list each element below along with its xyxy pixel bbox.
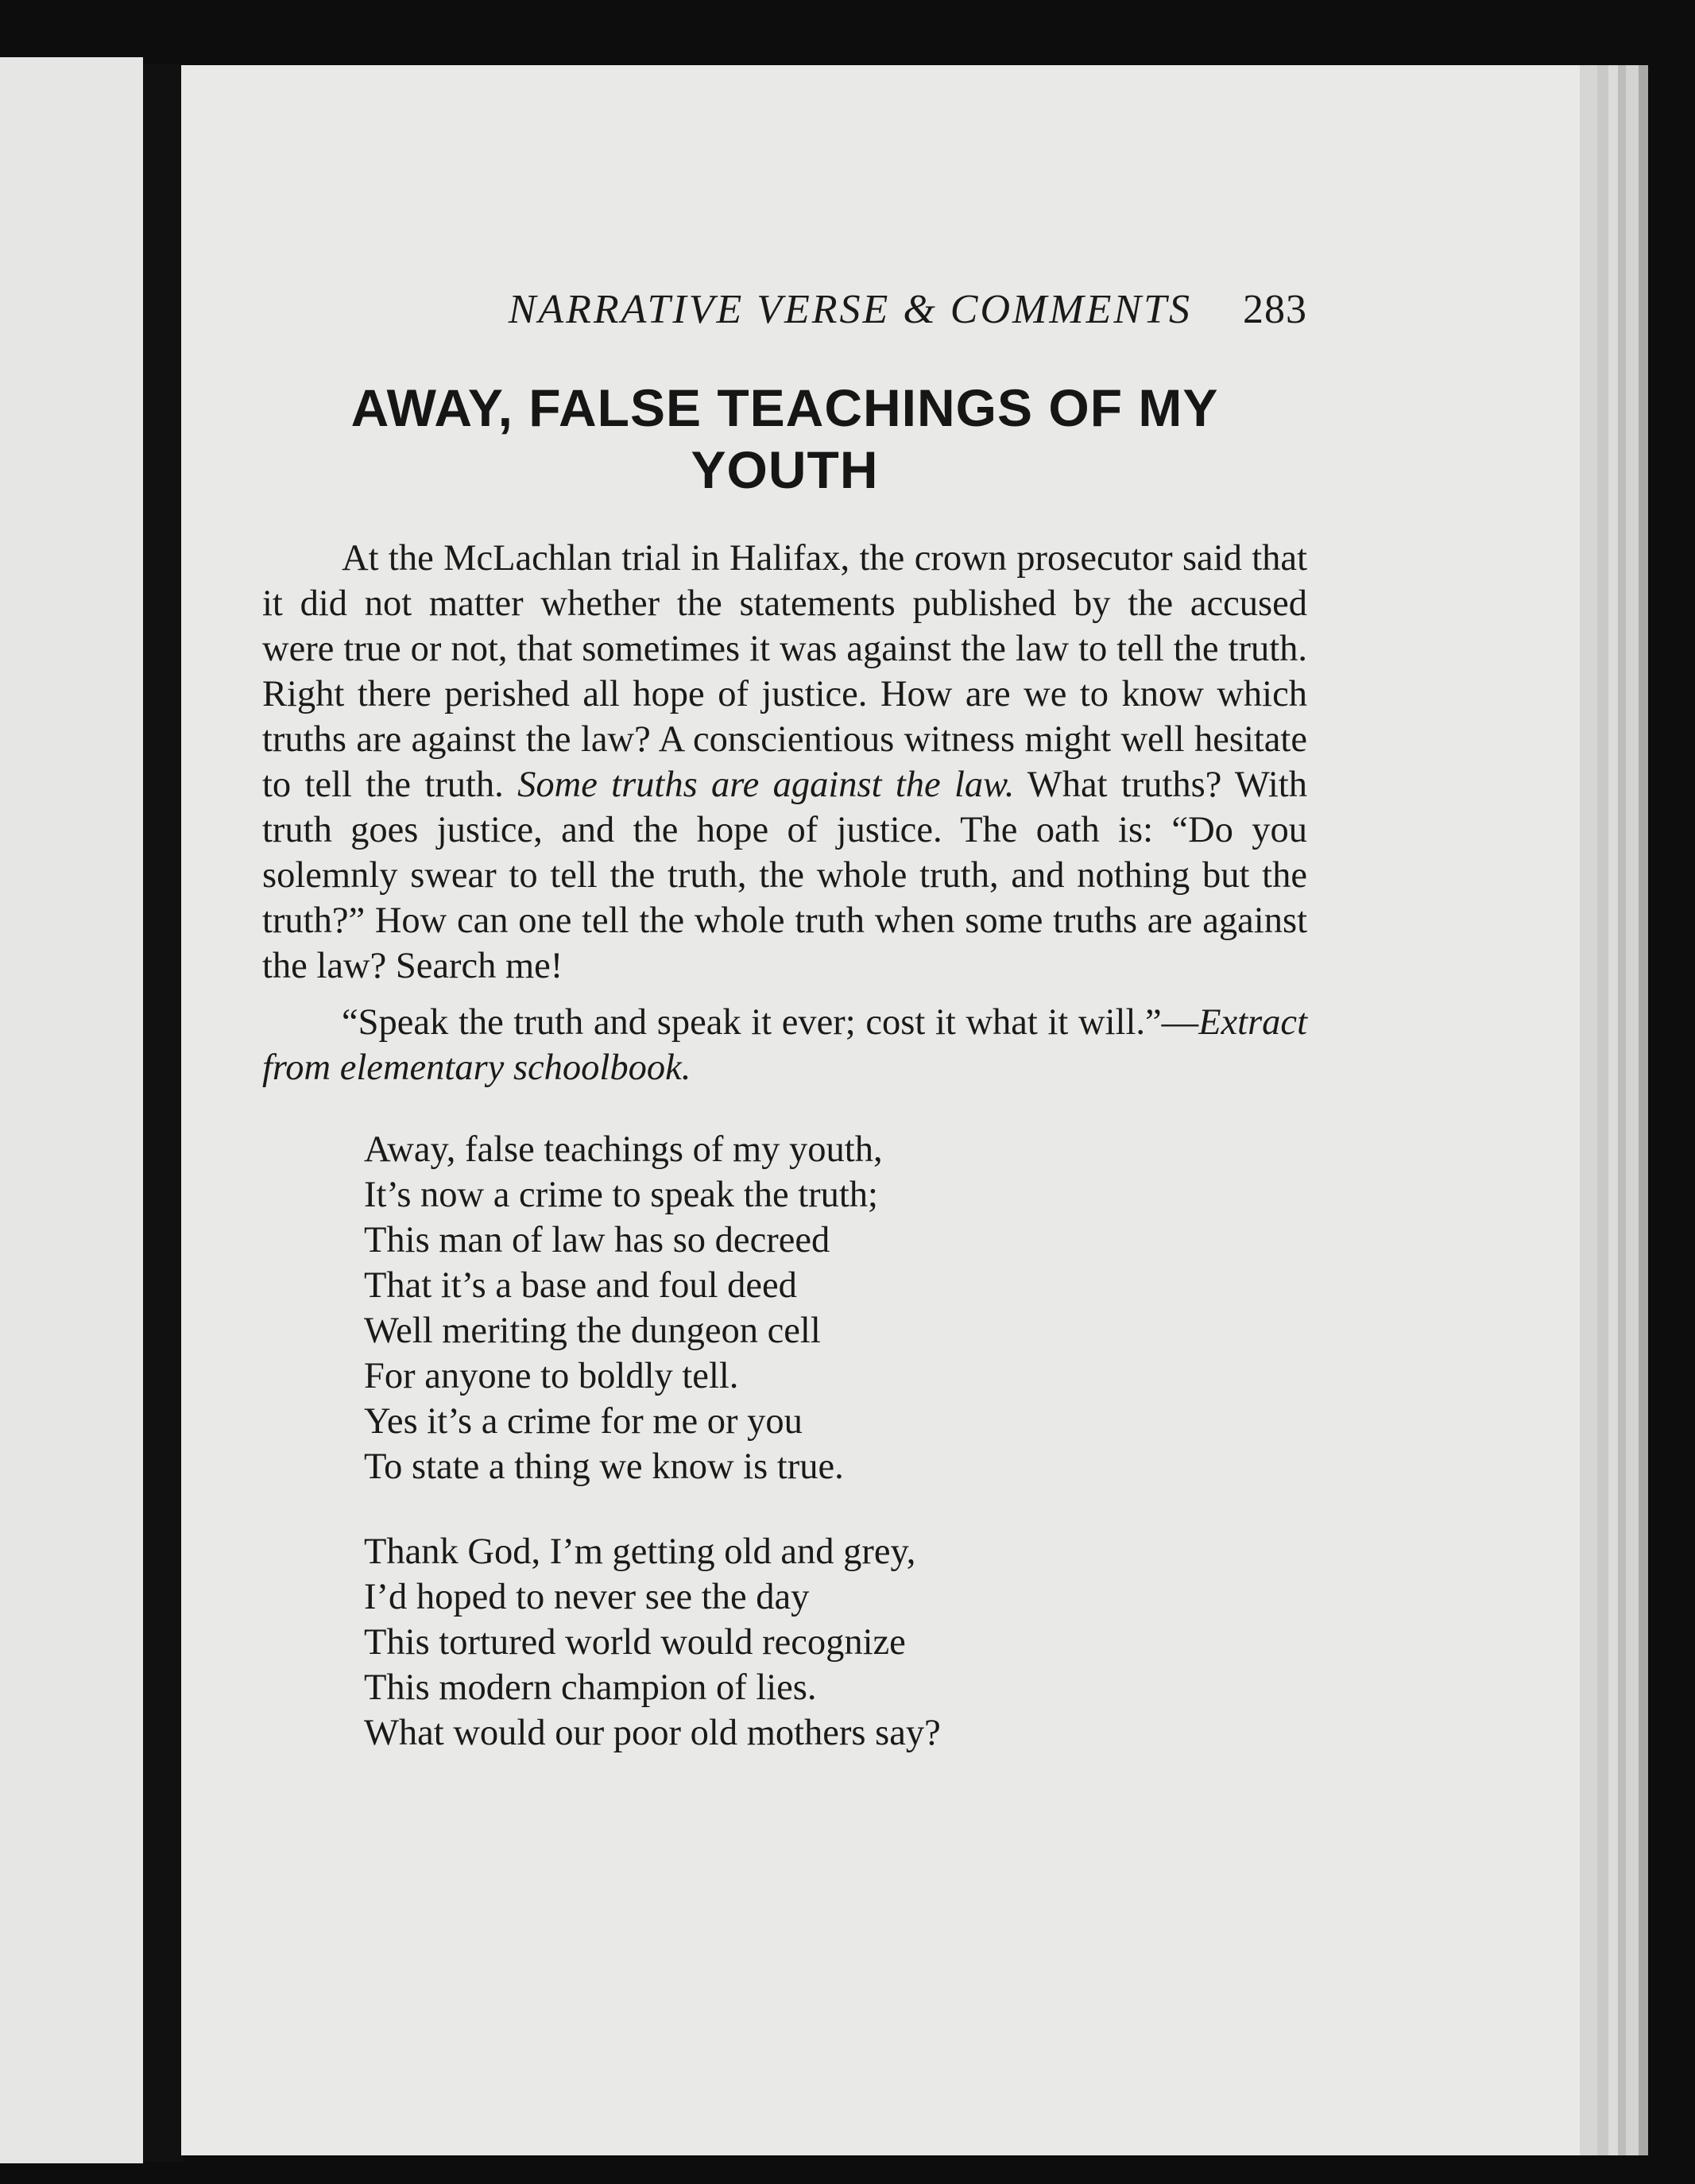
verse-line: This man of law has so decreed — [364, 1220, 830, 1261]
running-head — [262, 286, 1307, 334]
page-edge-strip — [1608, 65, 1618, 2155]
poem-stanza-1 — [364, 1127, 1307, 1489]
verse-line: This modern champion of lies. — [364, 1667, 817, 1709]
paragraph-text: At the McLachlan trial in Halifax, the crown prosecutor said that it did not matter whether the statements published by the accused were true or not, that sometimes it was against the law to tell the truth. Right there perished all hope of justice. How are we to know which truths are against the law? A conscientious witness might well hesitate to tell the truth. — [262, 538, 1307, 806]
left-page-edge — [0, 57, 143, 2163]
book-gutter — [143, 64, 184, 2162]
verse-line: For anyone to boldly tell. — [364, 1356, 739, 1397]
page-number: 283 — [1243, 287, 1307, 332]
verse-line: Yes it’s a crime for me or you — [364, 1401, 803, 1442]
paragraph-text: What truths? With truth goes justice, and the hope of justice. The oath is: “Do you solemnly swear to tell the truth, the whole truth, and nothing but the truth?” How can one tell the whole truth when some truths are against the law? Search me! — [262, 765, 1307, 987]
verse-line: Thank God, I’m getting old and grey, — [364, 1532, 916, 1573]
page-edge-strip — [1580, 65, 1597, 2155]
verse-line: This tortured world would recognize — [364, 1622, 906, 1663]
epigraph-paragraph — [262, 1000, 1307, 1090]
verse-line: Well meriting the dungeon cell — [364, 1311, 821, 1352]
epigraph-quote: “Speak the truth and speak it ever; cost it what it will.”— — [342, 1002, 1199, 1044]
verse-line: I’d hoped to never see the day — [364, 1577, 810, 1618]
paragraph-italic-text: Some truths are against the law. — [517, 765, 1015, 806]
epigraph-source: Extract from elementary schoolbook. — [262, 1002, 1307, 1089]
page-edge-strip — [1626, 65, 1639, 2155]
verse-line: That it’s a base and foul deed — [364, 1265, 797, 1307]
chapter-title — [262, 377, 1307, 501]
poem-stanza-2 — [364, 1529, 1307, 1756]
verse-line: Away, false teachings of my youth, — [364, 1129, 883, 1171]
page-edge-strip — [1639, 65, 1648, 2155]
chapter-title-line: YOUTH — [691, 440, 879, 499]
verse-line: It’s now a crime to speak the truth; — [364, 1175, 878, 1216]
page-content — [262, 286, 1307, 1756]
chapter-title-line: AWAY, FALSE TEACHINGS OF MY — [350, 378, 1219, 437]
body-paragraph — [262, 536, 1307, 989]
page-edge-strip — [1618, 65, 1626, 2155]
verse-line: To state a thing we know is true. — [364, 1446, 844, 1488]
verse-line: What would our poor old mothers say? — [364, 1713, 941, 1754]
page-edge-strip — [1597, 65, 1608, 2155]
running-head-title: NARRATIVE VERSE & COMMENTS — [508, 287, 1192, 332]
